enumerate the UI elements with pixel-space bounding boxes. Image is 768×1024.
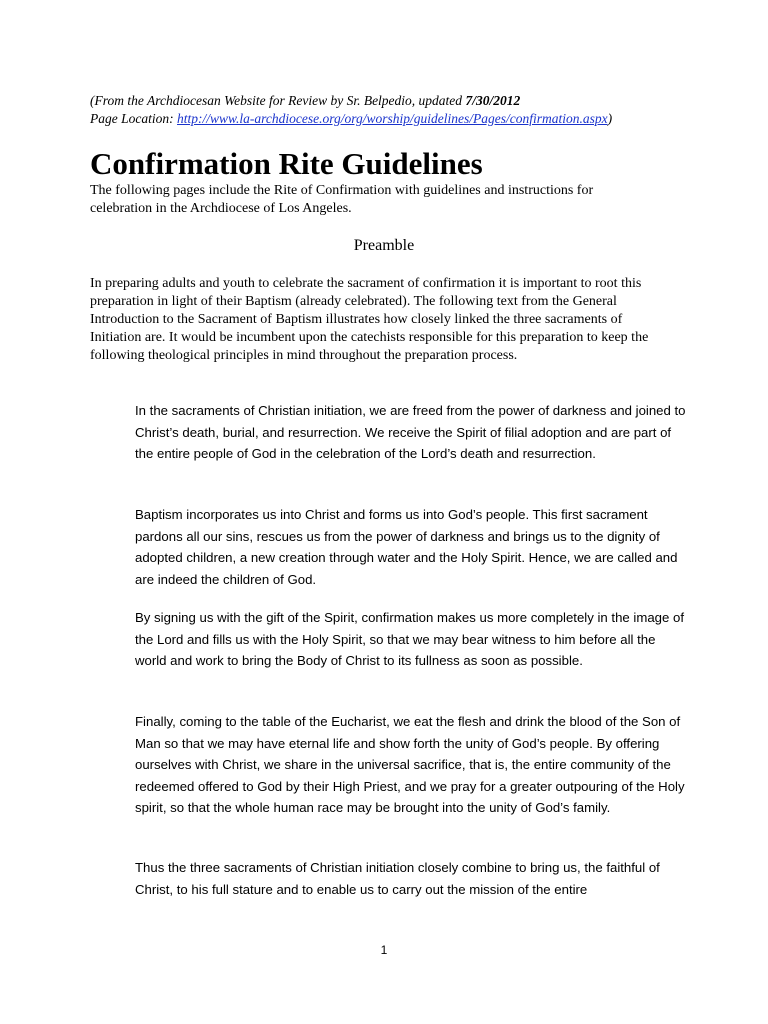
- preamble-heading: Preamble: [353, 237, 415, 254]
- source-date: 7/30/2012: [465, 93, 521, 108]
- location-link[interactable]: http://www.la-archdiocese.org/org/worship/guidelines/Pages/confirmation.aspx: [177, 110, 608, 126]
- location-label: Page Location:: [90, 110, 177, 126]
- quote-paragraph-confirmation: By signing us with the gift of the Spirit, confirmation makes us more completely in the image of the Lord and fills us with the Holy Spirit, so that we may bear witness to him before all the world and work to bring the Body of Christ to its fullness as soon as possible.: [135, 610, 685, 668]
- preamble-paragraph: In preparing adults and youth to celebrate the sacrament of confirmation it is important to root this preparation in light of their Baptism (already celebrated). The following text from the General Introduction to the Sacrament of Baptism illustrates how closely linked the three sacraments of Initiation are. It would be incumbent upon the catechists responsible for this preparation to keep the following theological principles in mind throughout the preparation process.: [90, 276, 649, 363]
- source-line: [90, 92, 730, 110]
- page-title: Confirmation Rite Guidelines: [90, 146, 483, 181]
- page-number: 1: [380, 943, 388, 957]
- quote-paragraph-eucharist: Finally, coming to the table of the Eucharist, we eat the flesh and drink the blood of the Son of Man so that we may have eternal life and show forth the unity of God’s people. By offering ourselves with Christ, we share in the universal sacrifice, that is, the entire community of the redeemed offered to God by their High Priest, and we pray for a greater outpouring of the Holy spirit, so that the whole human race may be brought into the unity of God’s family.: [135, 714, 685, 815]
- source-prefix: (From the Archdiocesan Website for Review by Sr. Belpedio, updated: [90, 93, 466, 108]
- quote-paragraph-baptism: Baptism incorporates us into Christ and forms us into God’s people. This first sacrament pardons all our sins, rescues us from the power of darkness and brings us to the dignity of adopted children, a new creation through water and the Holy Spirit. Hence, we are called and are indeed the children of God.: [135, 507, 678, 587]
- quote-paragraph-conclusion: Thus the three sacraments of Christian initiation closely combine to bring us, the faithful of Christ, to his full stature and to enable us to carry out the mission of the entire: [135, 860, 660, 897]
- location-close: ): [607, 110, 613, 126]
- source-note: [90, 92, 730, 127]
- quote-paragraph-initiation: In the sacraments of Christian initiation, we are freed from the power of darkness and joined to Christ’s death, burial, and resurrection. We receive the Spirit of filial adoption and are part of the entire people of God in the celebration of the Lord’s death and resurrection.: [135, 403, 686, 461]
- location-line: [90, 110, 730, 128]
- intro-paragraph: The following pages include the Rite of Confirmation with guidelines and instructions for celebration in the Archdiocese of Los Angeles.: [90, 183, 594, 216]
